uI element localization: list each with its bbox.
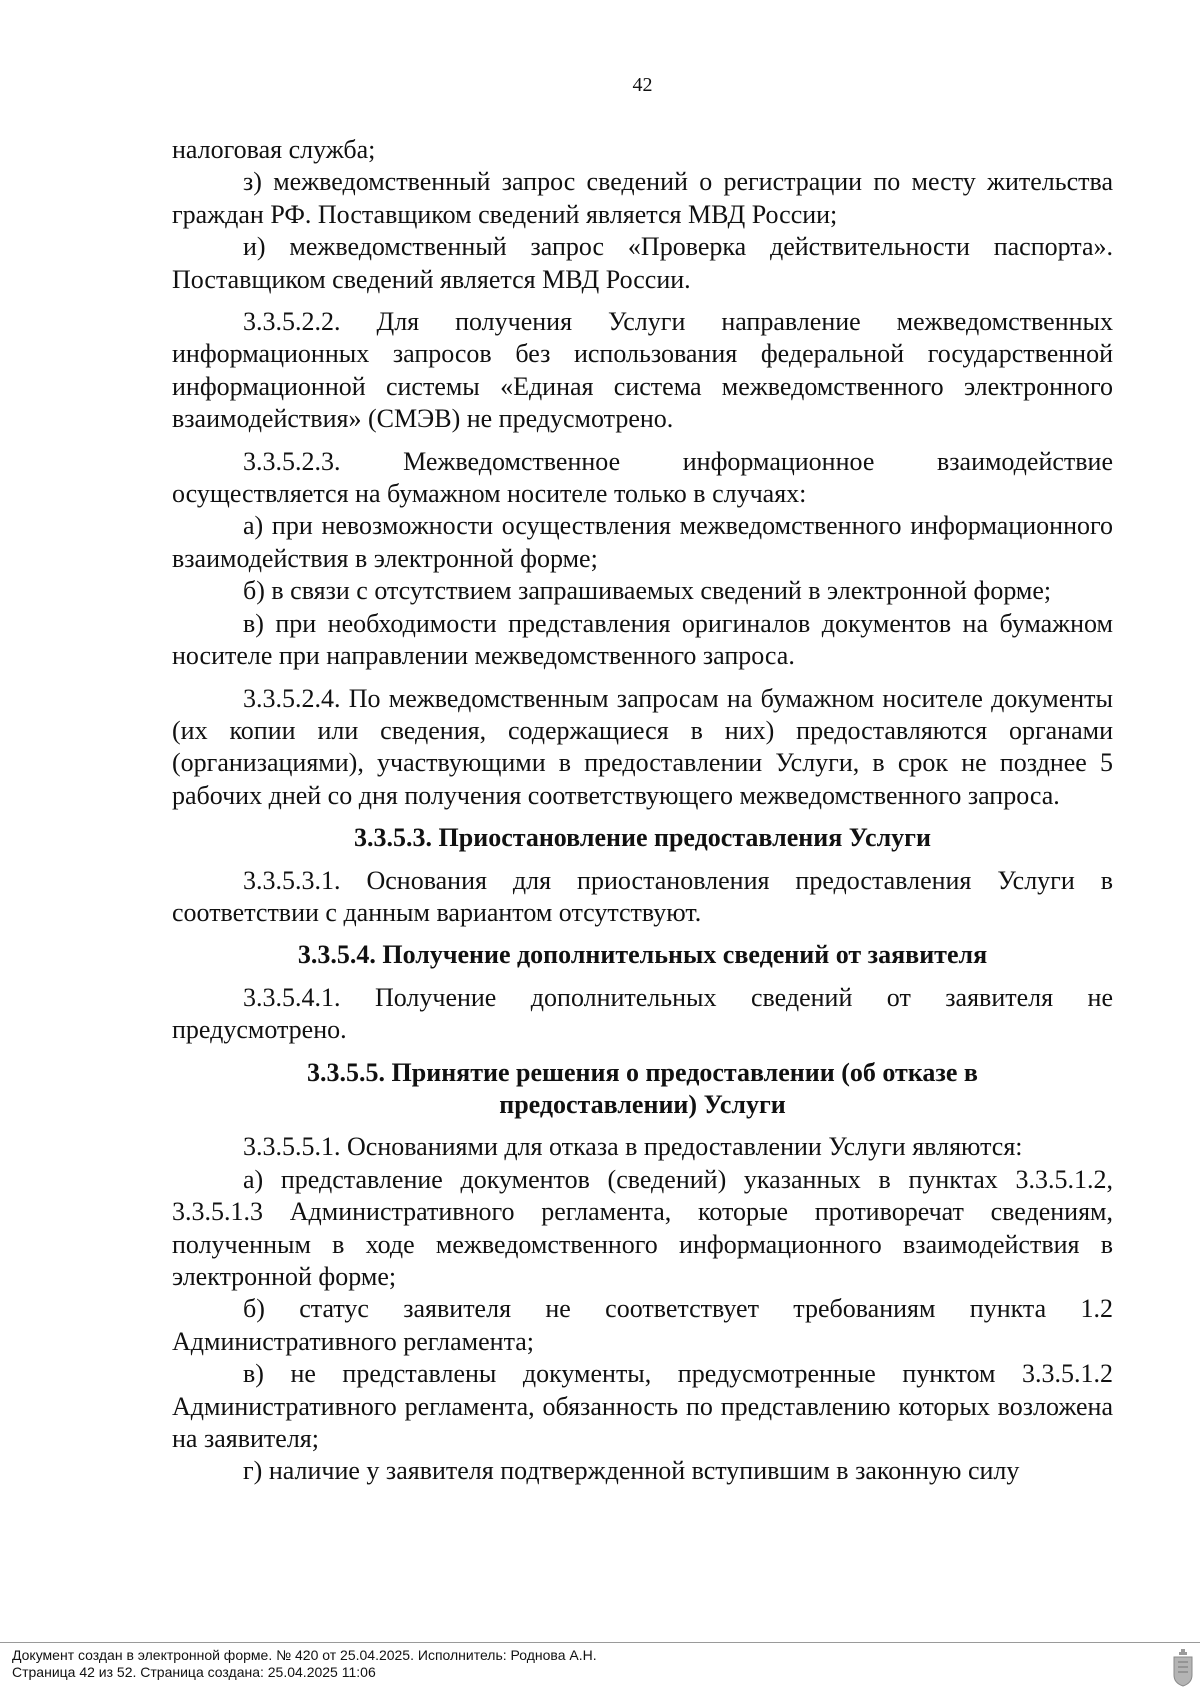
paragraph: 3.3.5.2.4. По межведомственным запросам на бумажном носителе документы (их копии или сведения, содержащиеся в них) предоставляются органами (организациями), участвующими в предоставлении Услуги, в срок не позднее 5 рабочих дней со дня получения соответствующего межведомственного запроса.: [172, 683, 1113, 810]
page-number: 42: [632, 74, 653, 96]
paragraph: 3.3.5.2.3. Межведомственное информационное взаимодействие осуществляется на бумажном носителе только в случаях:: [172, 446, 1113, 509]
footer-line-2: Страница 42 из 52. Страница создана: 25.04.2025 11:06: [12, 1664, 376, 1680]
paragraph: налоговая служба;: [172, 135, 376, 164]
list-item: и) межведомственный запрос «Проверка действительности паспорта». Поставщиком сведений является МВД России.: [172, 232, 1113, 294]
list-item: а) при невозможности осуществления межведомственного информационного взаимодействия в электронной форме;: [172, 511, 1113, 573]
list-item: г) наличие у заявителя подтвержденной вступившим в законную силу: [243, 1456, 1020, 1486]
section-heading-line-2: предоставлении) Услуги: [499, 1089, 786, 1119]
section-heading-line-1: 3.3.5.5. Принятие решения о предоставлении (об отказе в: [307, 1057, 978, 1087]
footer-line-1: Документ создан в электронной форме. № 420 от 25.04.2025. Исполнитель: Роднова А.Н.: [12, 1647, 597, 1663]
paragraph: 3.3.5.3.1. Основания для приостановления предоставления Услуги в соответствии с данным вариантом отсутствуют.: [172, 865, 1113, 927]
list-item: з) межведомственный запрос сведений о регистрации по месту жительства граждан РФ. Поставщиком сведений является МВД России;: [172, 167, 1113, 229]
list-item: в) не представлены документы, предусмотренные пунктом 3.3.5.1.2 Административного регламента, обязанность по представлению которых возложена на заявителя;: [172, 1359, 1113, 1454]
paragraph: 3.3.5.5.1. Основаниями для отказа в предоставлении Услуги являются:: [243, 1132, 1023, 1162]
coat-of-arms-icon: [1172, 1649, 1194, 1687]
document-body: [172, 134, 1113, 1488]
section-heading: 3.3.5.4. Получение дополнительных сведений от заявителя: [297, 940, 988, 970]
list-item: в) при необходимости представления оригиналов документов на бумажном носителе при направлении межведомственного запроса.: [172, 608, 1113, 671]
section-heading: 3.3.5.3. Приостановление предоставления Услуги: [354, 823, 931, 853]
list-item: б) статус заявителя не соответствует требованиям пункта 1.2 Административного регламента;: [172, 1294, 1113, 1356]
list-item: б) в связи с отсутствием запрашиваемых сведений в электронной форме;: [243, 576, 1052, 606]
paragraph: 3.3.5.4.1. Получение дополнительных сведений от заявителя не предусмотрено.: [172, 982, 1113, 1045]
section-heading: [172, 1057, 1113, 1122]
paragraph: 3.3.5.2.2. Для получения Услуги направление межведомственных информационных запросов без использования федеральной государственной информационной системы «Единая система межведомственного электронного взаимодействия» (СМЭВ) не предусмотрено.: [172, 307, 1113, 434]
document-footer: [0, 1642, 1200, 1699]
footer-text: [12, 1647, 597, 1681]
list-item: а) представление документов (сведений) указанных в пунктах 3.3.5.1.2, 3.3.5.1.3 Административного регламента, которые противоречат сведениям, полученным в ходе межведомственного информационного взаимодействия в электронной форме;: [172, 1164, 1113, 1291]
